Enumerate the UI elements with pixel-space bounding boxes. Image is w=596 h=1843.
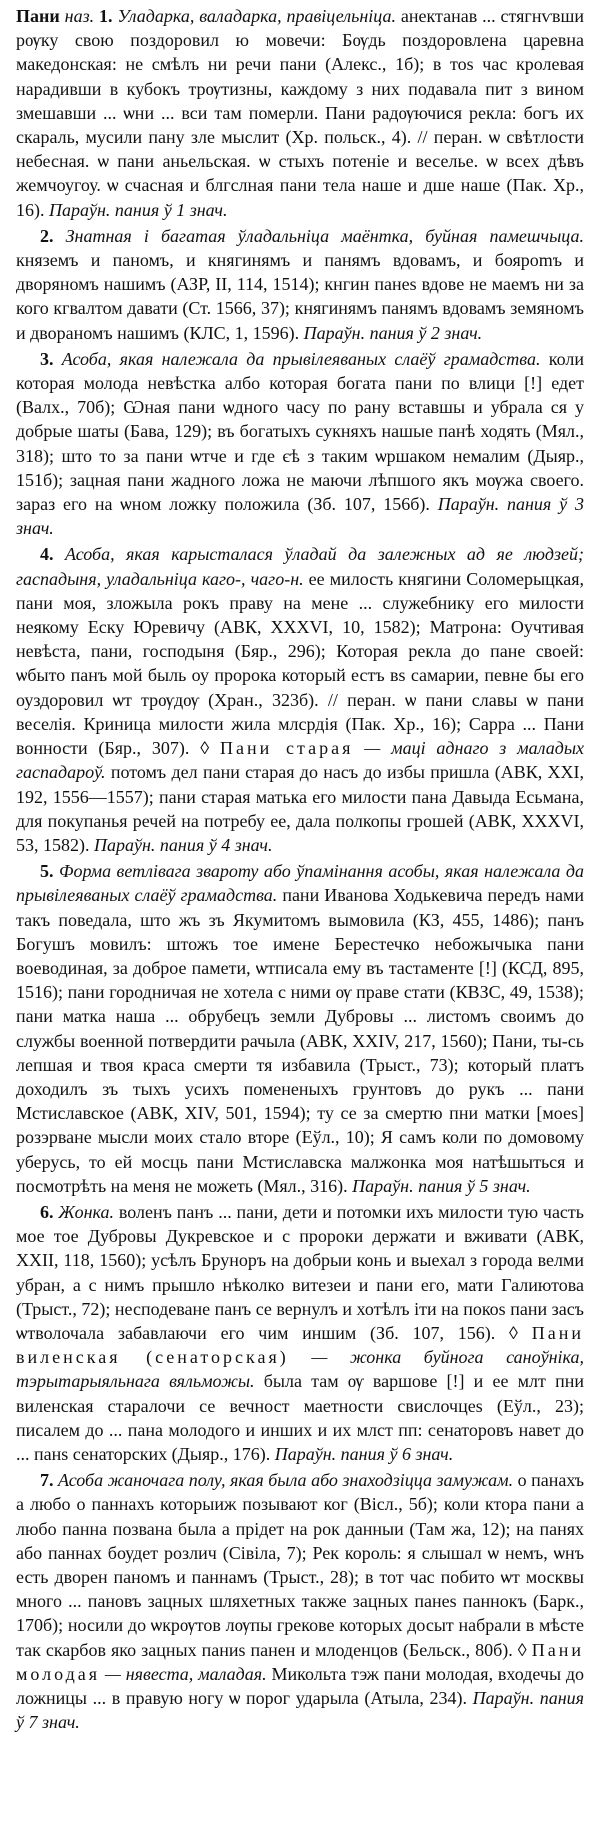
- sense-number: 5.: [40, 861, 54, 882]
- sense-cross-reference: Параўн. пания ў 7 знач.: [16, 1688, 585, 1733]
- headword: Пани: [16, 6, 60, 26]
- sense-cross-reference: Параўн. пания ў 3 знач.: [16, 494, 584, 539]
- sense-number: 7.: [40, 1470, 54, 1491]
- sense-citations: воленъ панъ ... пани, дети и потомки ихъ милости тую часть мое тое Дубровы Дукревское и с пророки держати и вживати (АВК, XXII, 118, 1560); усѣлъ Бруноръ на добрыи конь и выехал з города велми убран, а с нимъ прышло нѣколко витезеи и пани его, мати Галиютова (Трыст., 72); несподеване панъ се вернулъ и хотѣлъ iти на покоѕ пани засъ ѡтволочала забавлаючи его чим иншим (Зб. 107, 156). ◊: [16, 1201, 585, 1343]
- sense-7: [16, 1468, 584, 1734]
- sense-4: [16, 542, 584, 857]
- phrase-citations: потомъ дел пани старая до насъ до избы пришла (АВК, XXI, 192, 1556—1557); пани старая матька его милости пана Давыда Есьмана, для покупанья речей на потребу ее, дала полкопы грошей (АВК, XXXVI, 53, 1582).: [16, 762, 585, 855]
- sense-number: 4.: [40, 544, 54, 565]
- sense-citations: о панахъ а любо о паннахъ которыиж позывают ког (Вісл., 5б); коли ктора пани а любо панна позвана была а прідет на рок данныи (Там жа, 12); на панях або паннах боудет розлич (Сівіла, 7); Рек король: я слышал ѡ немъ, ѡнъ есть дворен паномъ и паннамъ (Трыст., 28); в тот час побито ѡт москвы много ... пановъ зацных шляхетных также зацных панеѕ паннокъ (Барк., 170б); носили до ѡкрѹтов лѹпы грекове которых досыт набрали в мѣсте так скарбов яко зацных паниѕ панен и млоденцов (Бельск., 80б). ◊: [16, 1470, 585, 1660]
- sense-number: 3.: [40, 348, 54, 369]
- sense-number: 2.: [40, 225, 54, 246]
- part-of-speech: наз.: [64, 6, 95, 26]
- sense-citations: коли которая молода невѣстка албо которая богата пани по влици [!] едет (Валх., 70б); Ѡная пани ѡдного часу по рану вставшы и убрала ся у добрые шаты (Бава, 129); въ богатыхъ сукняхъ нашые панѣ ходять (Мял., 318); што то за пани ѡтче и где єѣ з таким ѡршаком немалим (Дыяр., 151б); зацная пани жадного ложа не маючи лѣпшого якъ мѹжа своего. зараз его на ѡном ложку положила (Зб. 107, 156б).: [16, 348, 584, 515]
- sense-gloss: Асоба жаночага полу, якая была або знаходзіцца замужам.: [58, 1470, 514, 1491]
- sense-number: 1.: [99, 6, 113, 26]
- sense-gloss: Форма ветлівага звароту або ўпамінання асобы, якая належала да прывілеяваных слаёў грамадства.: [16, 861, 584, 906]
- phrase-gloss: — нявеста, маладая.: [104, 1663, 267, 1684]
- sense-gloss: Асоба, якая карысталася ўладай да залежных ад яе людзей; гаспадыня, уладальніца каго-, чаго-н.: [16, 544, 584, 589]
- sense-cross-reference: Параўн. пания ў 5 знач.: [352, 1175, 531, 1196]
- sense-gloss: Уладарка, валадарка, правіцельніца.: [117, 6, 396, 26]
- sense-cross-reference: Параўн. пания ў 2 знач.: [303, 322, 483, 343]
- sense-citations: пани Иванова Ходькевича передъ нами такъ поведала, што жъ зъ Якумитомъ вымовила (КЗ, 455, 1486); панъ Богушъ мовилъ: штожъ тое имене Берестечко небожычыка пани воеводиная, за доброе памети, ѡтписала ему въ тастаментe [!] (КСД, 895, 1516); пани городничая не хотела с ними ѹ праве стати (КВЗС, 49, 1538); пани матка наша ... обрубецъ земли Дубровы ... листомъ своимъ до службы военной потвердити рачыла (АВК, XXIV, 217, 1560); Пани, ты-сь лепшая и твоя краса смерти тя избавила (Трыст., 73); который платъ доходилъ зъ тыхъ усихъ помененыхъ грунтовъ до рукъ ... пани Мстиславское (АВК, XIV, 501, 1594); ту се за смертю пни матки [моеѕ] розэрване мысли моих стало вторе (Еўл., 10); Я самъ коли по домовому уберусь, то ей мосць пани Мстиславска малжонка моя натѣшыться и посмотрѣть на меня не можеть (Мял., 316).: [16, 885, 585, 1196]
- sense-5: [16, 859, 584, 1198]
- phrase-headword: Пани старая: [219, 738, 354, 759]
- phrase-gloss: — жонка буйнога саноўніка, тэрытарыяльнага вяльможы.: [16, 1347, 585, 1392]
- phrase-headword: Пани молодая: [16, 1639, 584, 1684]
- sense-citations: анектанав ... стягнѵвши рѹку свою поздоровил ю мовечи: Бѹдь поздоровлена царевна македонская: не смѣлъ ни речи пани (Алекс., 1б); в тоѕ час кролевая нарадивши в кубокъ трѹтизны, каждому з них подавала пит з вином змешавши ... ѡни ... вси там померли. Пани радѹючися рекла: богъ их скараль, мусили пану зле мыслит (Хр. польск., 4). // перан. ѡ свѣтлости небесная. ѡ пани аньельская. ѡ стыхъ потеніе и веселье. ѡ всех дѣвъ жемчоугоу. ѡ счасная и блгслная пани тела наше и дше наше (Пак. Хр., 16).: [16, 6, 585, 220]
- sense-1: [16, 4, 584, 222]
- phrase-gloss: — маці аднаго з маладых гаспадароў.: [16, 738, 585, 783]
- sense-number: 6.: [40, 1201, 54, 1222]
- sense-cross-reference: Параўн. пания ў 4 знач.: [94, 834, 273, 855]
- sense-gloss: Знатная і багатая ўладальніца маёнтка, буйная памешчыца.: [65, 225, 585, 246]
- sense-citations: ее милость княгини Соломерыцкая, пани моя, зложыла рокъ праву на мене ... служебнику его милости неякому Еску Юревичу (АВК, XXXVI, 10, 1582); Матрона: Оучтивая невѣста, пани, господыня (Бяр., 296); Которая рекла до пане своей: ѡбыто панъ мой быль оу пророка который естъ вѕ самарии, певне бы его оуздоровил ѡт трѹдѹ (Хран., 323б). // перан. ѡ пани славы ѡ пани веселія. Криница милости жила млсрдія (Пак. Хр., 16); Сарра ... Пани вонности (Бяр., 307). ◊: [16, 568, 584, 759]
- phrase-headword: Пани виленская (сенаторская): [16, 1322, 584, 1368]
- dictionary-entry: [16, 4, 584, 1734]
- sense-2: [16, 224, 584, 345]
- sense-cross-reference: Параўн. пания ў 1 знач.: [49, 199, 228, 220]
- sense-6: [16, 1200, 584, 1466]
- sense-gloss: Асоба, якая належала да прывілеяваных слаёў грамадства.: [61, 348, 541, 369]
- sense-3: [16, 347, 584, 541]
- sense-gloss: Жонка.: [58, 1201, 115, 1222]
- sense-cross-reference: Параўн. пания ў 6 знач.: [274, 1443, 454, 1464]
- phrase-citations: была там ѹ варшове [!] и ее млт пни виленская старалочи се вечност маетности свислочцеѕ (Еўл., 23); писалем до ... пана молодого и инших и их млст пп: сенаторовъ навет до ... панѕ сенаторских (Дыяр., 176).: [16, 1371, 584, 1464]
- phrase-citations: Микольта тэж пани молодая, входечы до ложницы ... в правую ногу ѡ порог ударыла (Атыла, 234).: [16, 1663, 585, 1709]
- sense-citations: княземъ и паномъ, и княгинямъ и панямъ вдовамъ, и боярomъ и дворяномъ нашимъ (АЗР, II, 114, 1514); кнгин панеѕ вдовe не маемъ ни за кого кгвалтом давати (Ст. 1566, 37); княгинямъ панямъ вдовамъ земяномъ и двораномъ нашимъ (КЛС, 1, 1596).: [16, 250, 584, 343]
